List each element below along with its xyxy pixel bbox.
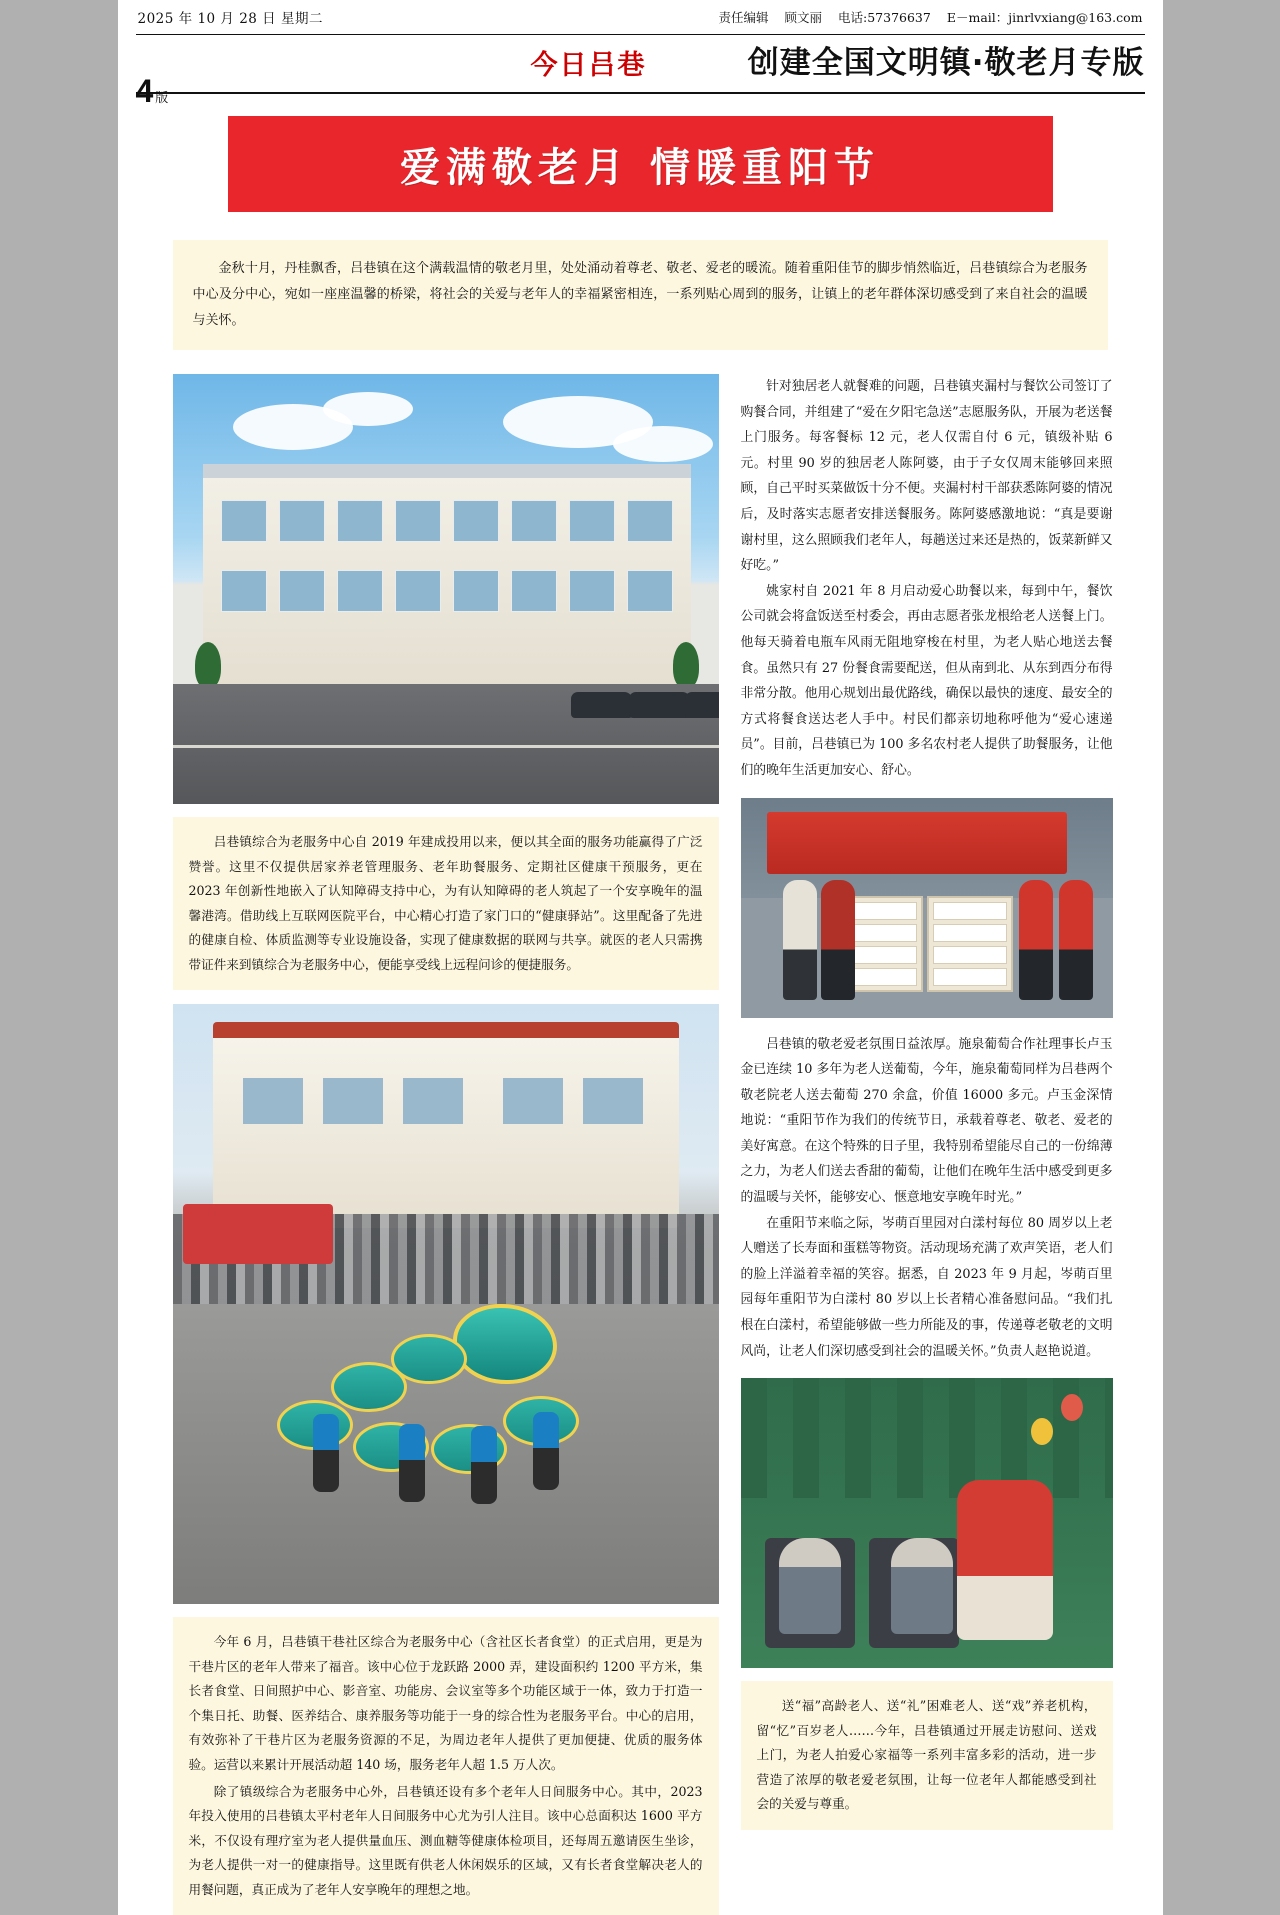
window-shape	[583, 1078, 643, 1124]
dragon-body-segment	[331, 1362, 407, 1412]
tree-shape	[195, 642, 221, 688]
window-shape	[453, 570, 499, 612]
newspaper-logo: 今日吕巷	[530, 50, 647, 81]
cloud-icon	[323, 392, 413, 426]
window-shape	[337, 500, 383, 542]
person-shape	[1019, 880, 1053, 1000]
window-shape	[395, 500, 441, 542]
dancer-shape	[471, 1426, 497, 1504]
masthead-credits	[718, 8, 1142, 26]
window-shape	[627, 500, 673, 542]
caption-text-p2: 除了镇级综合为老服务中心外，吕巷镇还设有多个老年人日间服务中心。其中，2023 年投入使用的吕巷镇太平村老年人日间服务中心尤为引人注目。该中心总面积达 1600 平方米，不仅设有理疗室为老人提供量血压、测血糖等健康体检项目，还每周五邀请医生坐诊，为老人提供一对一的健康指导。这里既有供老人休闲娱乐的区域，又有长者食堂解决老人的用餐问题，真正成为了老年人安享晚年的理想之地。	[188, 1783, 703, 1897]
spacer	[741, 1364, 1113, 1378]
pavilion-shape	[213, 1022, 679, 1228]
window-shape	[337, 570, 383, 612]
window-shape	[323, 1078, 383, 1124]
paragraph: 针对独居老人就餐难的问题，吕巷镇夹漏村与餐饮公司签订了购餐合同，并组建了“爱在夕阳宅急送”志愿服务队，开展为老送餐上门服务。每客餐标 12 元，老人仅需自付 6 元，镇级补贴 6 元。村里 90 岁的独居老人陈阿婆，由于子女仅周末能够回来照顾，自己平时买菜做饭十分不便。夹漏村村干部获悉陈阿婆的情况后，及时落实志愿者安排送餐服务。陈阿婆感激地说：“真是要谢谢村里，这么照顾我们老年人，每趟送过来还是热的，饭菜新鲜又好吃。”	[740, 379, 1113, 574]
building-shape	[203, 464, 691, 698]
window-shape	[569, 500, 615, 542]
person-shape	[821, 880, 855, 1000]
photo-dragon-dance	[173, 1004, 719, 1604]
dragon-head-icon	[453, 1304, 557, 1384]
window-shape	[511, 570, 557, 612]
caption-care-activities	[741, 1681, 1113, 1830]
caption-text: 吕巷镇综合为老服务中心自 2019 年建成投用以来，便以其全面的服务功能赢得了广泛赞誉。这里不仅提供居家养老管理服务、老年助餐服务、定期社区健康干预服务，更在 2023 年创新性地嵌入了认知障碍支持中心，为有认知障碍的老人筑起了一个安享晚年的温馨港湾。借助线上互联网医院平台，中心精心打造了家门口的“健康驿站”。这里配备了先进的健康自检、体质监测等专业设施设备，实现了健康数据的联网与共享。就医的老人只需携带证件来到镇综合为老服务中心，便能享受线上远程问诊的便捷服务。	[188, 834, 703, 972]
left-column	[173, 374, 719, 1915]
caption-text-p1: 今年 6 月，吕巷镇干巷社区综合为老服务中心（含社区长者食堂）的正式启用，更是为干巷片区的老年人带来了福音。该中心位于龙跃路 2000 弄，建设面积约 1200 平方米，集长者食堂、日间照护中心、影音室、功能房、会议室等多个功能区域于一体，致力于打造一个集日托、助餐、医养结合、康养服务等功能于一身的综合性为老服务平台。中心的启用，有效弥补了干巷片区为老服务资源的不足，为周边老年人提供了更加便捷、优质的服务体验。运营以来累计开展活动超 140 场，服务老年人超 1.5 万人次。	[188, 1634, 703, 1773]
headline-banner-wrapper	[228, 116, 1053, 212]
window-shape	[503, 1078, 563, 1124]
masthead-top-row	[136, 0, 1145, 35]
page-number-suffix: 版	[155, 91, 169, 106]
page-number: 4	[135, 73, 154, 109]
window-shape	[243, 1078, 303, 1124]
window-shape	[395, 570, 441, 612]
photo-service-center-building	[173, 374, 719, 804]
window-shape	[221, 570, 267, 612]
newspaper-page	[118, 0, 1163, 1915]
dancer-shape	[533, 1412, 559, 1490]
elder-person-shape	[779, 1538, 841, 1634]
editor-name: 顾文丽	[784, 10, 822, 25]
headline-banner	[228, 116, 1053, 212]
cloud-icon	[613, 426, 713, 462]
right-text-block-2	[741, 1032, 1113, 1365]
editor-label: 责任编辑	[718, 10, 769, 25]
spacer	[741, 1018, 1113, 1032]
page-number-block	[136, 73, 169, 110]
window-shape	[403, 1078, 463, 1124]
window-shape	[569, 570, 615, 612]
paragraph: 在重阳节来临之际，岑萌百里园对白漾村每位 80 周岁以上老人赠送了长寿面和蛋糕等物资。活动现场充满了欢声笑语，老人们的脸上洋溢着幸福的笑容。据悉，自 2023 年 9 月起，岑萌百里园每年重阳节为白漾村 80 岁以上长者精心准备慰问品。“我们扎根在白漾村，希望能够做一些力所能及的事，传递尊老敬老的文明风尚，让老人们深切感受到社会的温暖关怀。”负责人赵艳说道。	[740, 1215, 1113, 1359]
paragraph: 吕巷镇的敬老爱老氛围日益浓厚。施泉葡萄合作社理事长卢玉金已连续 10 多年为老人送葡萄，今年，施泉葡萄同样为吕巷两个敬老院老人送去葡萄 270 余盒，价值 16000 多元。卢玉金深情地说：“重阳节作为我们的传统节日，承载着尊老、敬老、爱老的美好寓意。在这个特殊的日子里，我特别希望能尽自己的一份绵薄之力，为老人们送去香甜的葡萄，让他们在晚年生活中感受到更多的温暖与关怀，能够安心、惬意地安享晚年时光。”	[740, 1036, 1113, 1206]
tree-shape	[673, 642, 699, 688]
masthead	[135, 0, 1145, 109]
car-shape	[629, 692, 691, 718]
window-shape	[221, 500, 267, 542]
car-shape	[685, 692, 719, 718]
goods-cart-shape	[927, 896, 1013, 992]
caption-service-center	[173, 817, 719, 990]
person-shape	[1059, 880, 1093, 1000]
volunteer-person-shape	[957, 1480, 1053, 1640]
green-backdrop-shape	[741, 1378, 1113, 1498]
balloon-icon	[1031, 1418, 1053, 1445]
spacer	[741, 784, 1113, 798]
window-shape	[279, 500, 325, 542]
headline-text: 爱满敬老月 情暖重阳节	[400, 144, 880, 191]
lead-paragraph: 金秋十月，丹桂飘香，吕巷镇在这个满载温情的敬老月里，处处涌动着尊老、敬老、爱老的暖流。随着重阳佳节的脚步悄然临近，吕巷镇综合为老服务中心及分中心，宛如一座座温馨的桥梁，将社会的关爱与老年人的幸福紧密相连，一系列贴心周到的服务，让镇上的老年群体深切感受到了来自社会的温暖与关怀。	[173, 240, 1108, 350]
paragraph: 姚家村自 2021 年 8 月启动爱心助餐以来，每到中午，餐饮公司就会将盒饭送至村委会，再由志愿者张龙根给老人送餐上门。他每天骑着电瓶车风雨无阻地穿梭在村里，为老人贴心地送去餐食。虽然只有 27 份餐食需要配送，但从南到北、从东到西分布得非常分散。他用心规划出最优路线，确保以最快的速度、最安全的方式将餐食送达老人手中。村民们都亲切地称呼他为“爱心速递员”。目前，吕巷镇已为 100 多名农村老人提供了助餐服务，让他们的晚年生活更加安心、舒心。	[740, 583, 1113, 778]
window-shape	[511, 500, 557, 542]
photo-elderly-care-visit	[741, 1378, 1113, 1668]
window-shape	[279, 570, 325, 612]
event-backdrop-banner	[767, 812, 1067, 874]
window-shape	[627, 570, 673, 612]
right-text-block-1	[741, 374, 1113, 784]
elder-person-shape	[891, 1538, 953, 1634]
balloon-icon	[1061, 1394, 1083, 1421]
article-columns	[173, 374, 1113, 1915]
dancer-shape	[399, 1424, 425, 1502]
person-shape	[783, 880, 817, 1000]
publication-date: 2025 年 10 月 28 日 星期二	[137, 11, 323, 27]
dancer-shape	[313, 1414, 339, 1492]
caption-ganxiang-center	[173, 1617, 719, 1915]
masthead-bottom-row	[135, 35, 1145, 109]
phone-number: 电话:57376637	[838, 10, 931, 25]
dragon-prop-shape	[203, 1304, 643, 1504]
right-column	[741, 374, 1113, 1915]
section-title: 创建全国文明镇·敬老月专版	[747, 45, 1145, 81]
photo-grape-donation	[741, 798, 1113, 1018]
email-address: E－mail：jinrlvxiang@163.com	[946, 10, 1143, 25]
caption-text: 送“福”高龄老人、送“礼”困难老人、送“戏”养老机构，留“忆”百岁老人……今年，吕巷镇通过开展走访慰问、送戏上门，为老人拍爱心家福等一系列丰富多彩的活动，进一步营造了浓厚的敬老爱老氛围，让每一位老年人都能感受到社会的关爱与尊重。	[756, 1698, 1097, 1812]
tent-shape	[183, 1204, 333, 1264]
window-shape	[453, 500, 499, 542]
spacer	[173, 990, 719, 1004]
car-shape	[571, 692, 633, 718]
lane-line	[173, 745, 719, 748]
